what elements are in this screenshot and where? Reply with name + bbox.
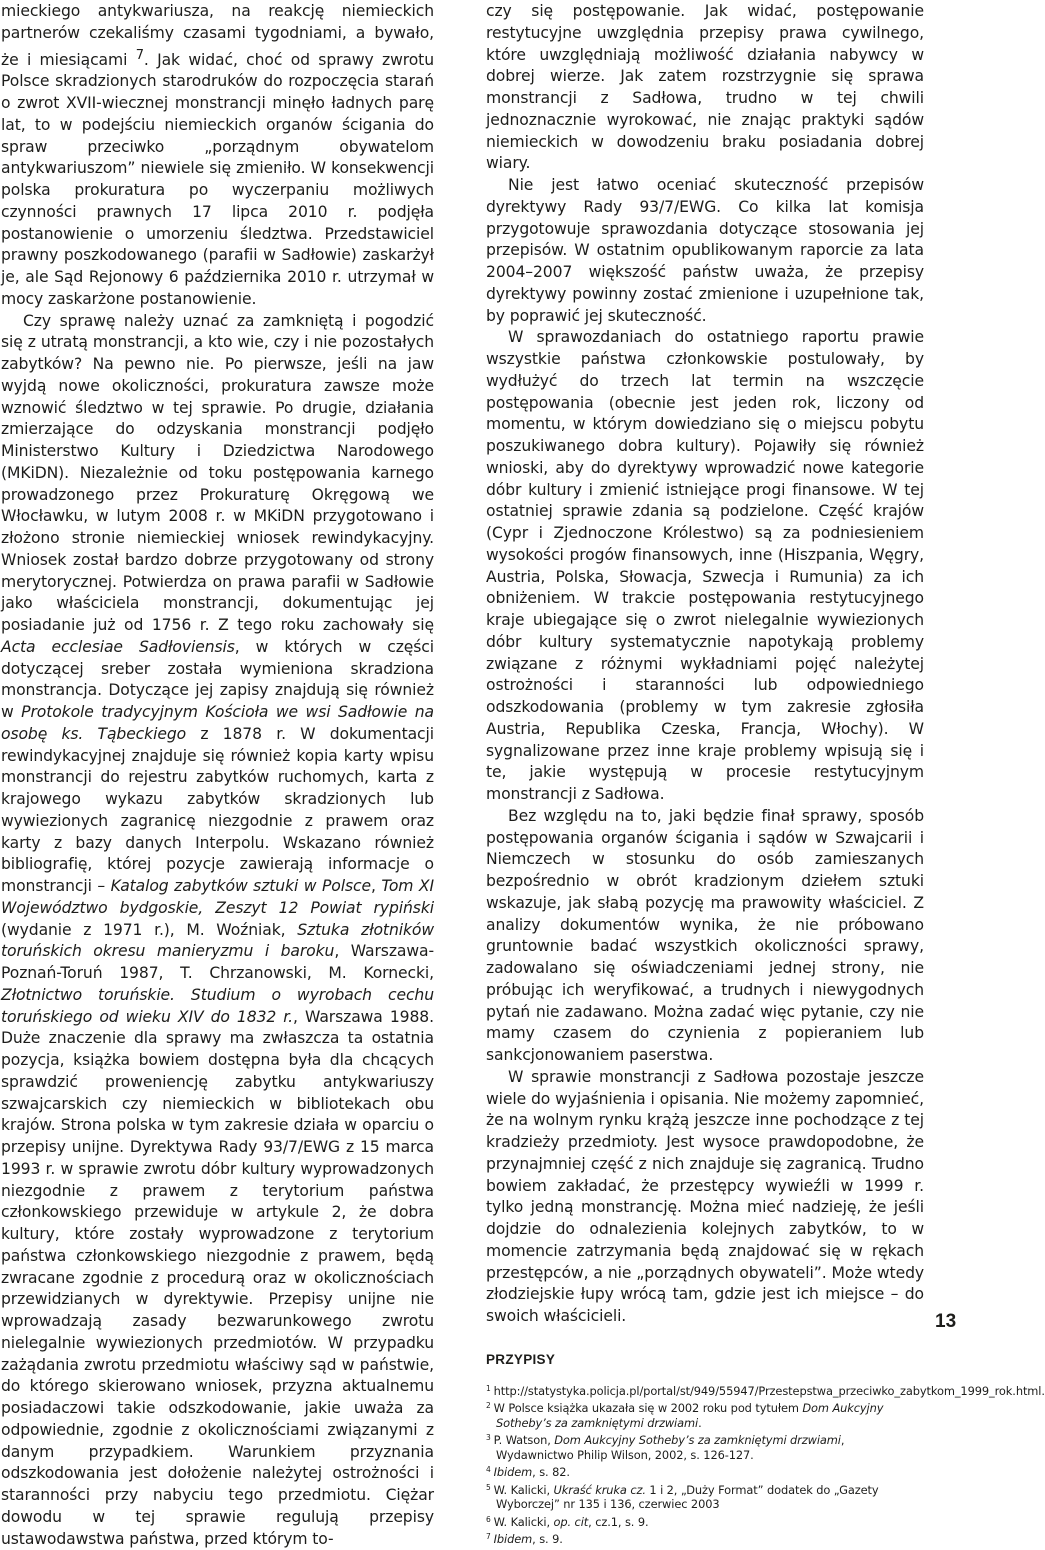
text-run: Nie jest łatwo oceniać skuteczność przepisów dyrektywy Rady 93/7/EWG. Co kilka lat komisja przygotowuje sprawozdania dotyczące stosowania jej przepisów. W ostatnim opublikowanym raporcie za lata 2004–2007 większość państw uważa, że przepisy dyrektywy powinny zostać zmienione i uzupełnione tak, by poprawić jej skuteczność. (486, 176, 924, 325)
italic-title-text: Ibidem (493, 1532, 533, 1546)
italic-title-text: Dom Aukcyjny Sotheby’s za zamkniętymi drzwiami (554, 1433, 841, 1447)
footnote-number: 4 (486, 1465, 491, 1474)
text-run: P. Watson, (493, 1433, 555, 1447)
footnote-item (486, 1530, 924, 1547)
footnote-item (486, 1431, 924, 1462)
text-run: mieckiego antykwariusza, na reakcję niemieckich partnerów czekaliśmy czasami tygodniami, a bywało, że i miesiącami (1, 2, 434, 69)
right-text-column (486, 1, 1045, 1548)
italic-title-text: Złotnictwo toruńskie. Studium o wyrobach cechu toruńskiego od wieku XIV do 1832 r. (1, 985, 434, 1026)
footnote-reference: 7 (135, 47, 144, 63)
italic-title-text: Sztuka złotników toruńskich okresu manieryzmu i baroku (1, 920, 434, 961)
text-run: , s. 9. (532, 1532, 563, 1546)
body-paragraph (486, 175, 924, 327)
footnote-number: 2 (486, 1401, 491, 1410)
footnote-item (486, 1481, 924, 1512)
italic-title-text: Ibidem (493, 1465, 533, 1479)
footnote-number: 3 (486, 1433, 491, 1442)
footnote-item (486, 1382, 1045, 1399)
text-run: . Jak widać, choć od sprawy zwrotu Polsce skradzionych starodruków do rozpoczęcia starań o zwrot XVII-wiecznej monstrancji minęło ładnych parę lat, to w podejściu niemieckich organów ścigania do spraw przeciwko „porządnym obywatelom antykwariuszom” niewiele się zmieniło. W konsekwencji polska prokuratura po wyczerpaniu możliwych czynności prawnych 17 lipca 2010 r. podjęła postanowienie o umorzeniu śledztwa. Przedstawiciel prawny poszkodowanego (parafii w Sadłowie) zaskarżył je, ale Sąd Rejonowy 6 października 2010 r. utrzymał w mocy zaskarżone postanowienie. (1, 50, 434, 308)
italic-title-text: Dom Aukcyjny Sotheby’s za zamkniętymi drzwiami (496, 1401, 884, 1430)
text-run: , Wydawnictwo Philip Wilson, 2002, s. 126-127. (496, 1433, 845, 1462)
text-run: z 1878 r. W dokumentacji rewindykacyjnej znajduje się również kopia karty wpisu monstrancji do rejestru zabytków ruchomych, karta z krajowego wykazu zabytków skradzionych lub wywiezionych zagranicę niezgodnie z prawem oraz karty z bazy danych Interpolu. Wskazano również bibliografię, której pozycje zawierają informacje o monstrancji – (1, 724, 434, 896)
footnote-item (486, 1463, 924, 1480)
italic-title-text: Acta ecclesiae Sadłoviensis (1, 637, 235, 656)
left-text-column (1, 1, 434, 1550)
references-heading: PRZYPISY (486, 1351, 556, 1367)
text-run: , (370, 877, 382, 896)
text-run: W sprawozdaniach do ostatniego raportu prawie wszystkie państwa członkowskie postulowały, by wydłużyć do trzech lat termin na wszczęcie postępowania (obecnie jest jeden rok, liczony od momentu, w którym dowiedziano się o miejscu pobytu poszukiwanego dobra kultury). Pojawiły się również wnioski, aby do dyrektywy wprowadzić nowe kategorie dóbr kultury i zmienić istniejące progi finansowe. W tej ostatniej sprawie zdania są podzielone. Część krajów (Cypr i Zjednoczone Królestwo) są za podniesieniem wysokości progów finansowych, inne (Hiszpania, Węgry, Austria, Polska, Słowacja, Szwecja i Rumunia) za ich obniżeniem. W trakcie postępowania restytucyjnego kraje ubiegające się o zwrot nielegalnie wywiezionych dóbr kultury systematycznie napotykają problemy związane z różnymi wykładniami pojęć należytej ostrożności i staranności lub odpowiedniego odszkodowania (problemy w tym zakresie zgłosiła Austria, Republika Czeska, Francja, Włochy). W sygnalizowane przez inne kraje problemy wpisują się i te, jakie występują w procesie restytucyjnym monstrancji z Sadłowa. (486, 328, 924, 803)
text-run: , Warszawa-Poznań-Toruń 1987, T. Chrzanowski, M. Kornecki, (1, 942, 434, 983)
text-run: http://statystyka.policja.pl/portal/st/949/55947/Przestepstwa_przeciwko_zabytkom_1999_rok.html. (493, 1383, 1045, 1398)
italic-title-text: Tom XI Województwo bydgoskie, Zeszyt 12 Powiat rypiński (1, 877, 435, 917)
italic-title-text: Protokole tradycyjnym Kościoła we wsi Sadłowie na osobę ks. Tąbeckiego (1, 703, 434, 743)
text-run: (wydanie z 1971 r.), M. Woźniak, (1, 920, 298, 939)
body-paragraph (486, 806, 924, 1067)
body-paragraph (486, 1, 924, 175)
text-run: W. Kalicki, (493, 1482, 554, 1497)
text-run: W sprawie monstrancji z Sadłowa pozostaje jeszcze wiele do wyjaśnienia i opisania. Nie możemy zapomnieć, że na wolnym rynku krążą jeszcze inne pochodzące z tej kradzieży przedmioty. Jest wysoce prawdopodobne, że przynajmniej część z nich znajduje się zagranicą. Trudno bowiem zakładać, że przestępcy wywieźli w 1999 r. tylko jedną monstrancję. Można mieć nadzieję, że jeśli dojdzie do odnalezienia kolejnych zabytków, to w momencie zatrzymania będą znajdować się w rękach przestępców, a nie „porządnych obywateli”. Może wtedy złodziejskie łupy wrócą tam, gdzie jest ich miejsce – do swoich właścicieli. (486, 1067, 924, 1325)
body-paragraph (486, 1067, 924, 1328)
italic-title-text: Katalog zabytków sztuki w Polsce (110, 877, 371, 896)
text-run: czy się postępowanie. Jak widać, postępowanie restytucyjne uwzględnia przepisy prawa cywilnego, które uwzględniają możliwość działania nabywcy w dobrej wierze. Jak zatem rozstrzygnie się sprawa monstrancji z Sadłowa, trudno w tej chwili jednoznacznie wyrokować, nie znając praktyki sądów niemieckich w dowodzeniu braku posiadania dobrej wiary. (486, 2, 924, 173)
text-run: Bez względu na to, jaki będzie finał sprawy, sposób postępowania organów ścigania i sądów w Szwajcarii i Niemczech w stosunku do osób zamieszanych bezpośrednio w obrót kradzionym dziełem sztuki wskazuje, jak słabą pozycję ma prawowity właściciel. Z analizy dokumentów wynika, że nie próbowano gruntownie badać wszystkich okoliczności sprawy, zadowalano się oświadczeniami jednej strony, nie próbując ich weryfikować, a trudnych i niewygodnych pytań nie zadawano. Można zadać więc pytanie, czy nie mamy czasem do czynienia z popieraniem lub sankcjonowaniem paserstwa. (486, 806, 924, 1064)
footnote-number: 5 (486, 1482, 491, 1492)
text-run: W Polsce książka ukazała się w 2002 roku pod tytułem (493, 1401, 803, 1415)
text-run: . (698, 1415, 702, 1430)
right-paragraphs (486, 1, 924, 1328)
footnotes-list (486, 1382, 1045, 1547)
body-paragraph (1, 1, 434, 311)
footnote-item (486, 1513, 924, 1530)
footnote-number: 7 (486, 1532, 491, 1541)
text-run: Czy sprawę należy uznać za zamkniętą i pogodzić się z utratą monstrancji, a kto wie, czy i nie pozostałych zabytków? Na pewno nie. Po pierwsze, jeśli na jaw wyjdą nowe okoliczności, prokuratura zawsze może wznowić śledztwo w tej sprawie. Po drugie, działania zmierzające do odzyskania monstrancji podjęło Ministerstwo Kultury i Dziedzictwa Narodowego (MKiDN). Niezależnie od toku postępowania karnego prowadzonego przez Prokuraturę Okręgową we Włocławku, w lutym 2008 r. w MKiDN przygotowano i złożono stronie niemieckiej wniosek rewindykacyjny. Wniosek został bardzo dobrze przygotowany od strony merytorycznej. Potwierdza on prawa parafii w Sadłowie jako właściciela monstrancji, dokumentując jej posiadanie już od 1756 r. Z tego roku zachowały się (1, 311, 434, 635)
footnote-number: 1 (486, 1383, 491, 1393)
text-run: 1 i 2, „Duży Format” dodatek do „Gazety Wyborczej” nr 135 i 136, czerwiec 2003 (496, 1482, 879, 1511)
body-paragraph (486, 327, 924, 806)
page-number: 13 (935, 1311, 957, 1332)
footnote-item (486, 1399, 924, 1430)
text-run: , s. 82. (532, 1465, 570, 1479)
footnote-number: 6 (486, 1514, 491, 1524)
text-run: , w których w części dotyczącej sreber została wymieniona skradziona monstrancja. Dotyczące jej zapisy znajdują się również w (1, 637, 434, 722)
italic-title-text: op. cit (553, 1514, 589, 1529)
body-paragraph (1, 311, 434, 1550)
italic-title-text: Ukraść kruka cz. (553, 1482, 646, 1497)
text-run: W. Kalicki, (493, 1514, 554, 1529)
text-run: , cz.1, s. 9. (588, 1514, 649, 1529)
text-run: , Warszawa 1988. Duże znaczenie dla sprawy ma zwłaszcza ta ostatnia pozycja, książka bowiem dostępna była dla chcących sprawdzić proweniencję zabytku antykwariuszy szwajcarskich czy niemieckich w bibliotekach obu krajów. Strona polska w tym zakresie działa w oparciu o przepisy unijne. Dyrektywa Rady 93/7/EWG z 15 marca 1993 r. w sprawie zwrotu dóbr kultury wyprowadzonych niezgodnie z prawem z terytorium państwa członkowskiego przewiduje w artykule 2, że dobra kultury, które zostały wyprowadzone z terytorium państwa członkowskiego niezgodnie z prawem, będą zwracane zgodnie z procedurą oraz w okolicznościach przewidzianych w dyrektywie. Przepisy unijne nie wprowadzają zasady bezwarunkowego zwrotu nielegalnie wywiezionych przedmiotów. W przypadku zażądania zwrotu przedmiotu właściwy sąd w państwie, do którego skierowano wniosek, przyzna aktualnemu posiadaczowi takie odszkodowanie, jakie uważa za odpowiednie, zgodnie z okolicznościami związanymi z danym przypadkiem. Warunkiem przyznania odszkodowania jest dołożenie należytej ostrożności i staranności przy nabyciu tego przedmiotu. Ciężar dowodu w tej sprawie regulują przepisy ustawodawstwa państwa, przed którym to- (1, 1007, 434, 1548)
